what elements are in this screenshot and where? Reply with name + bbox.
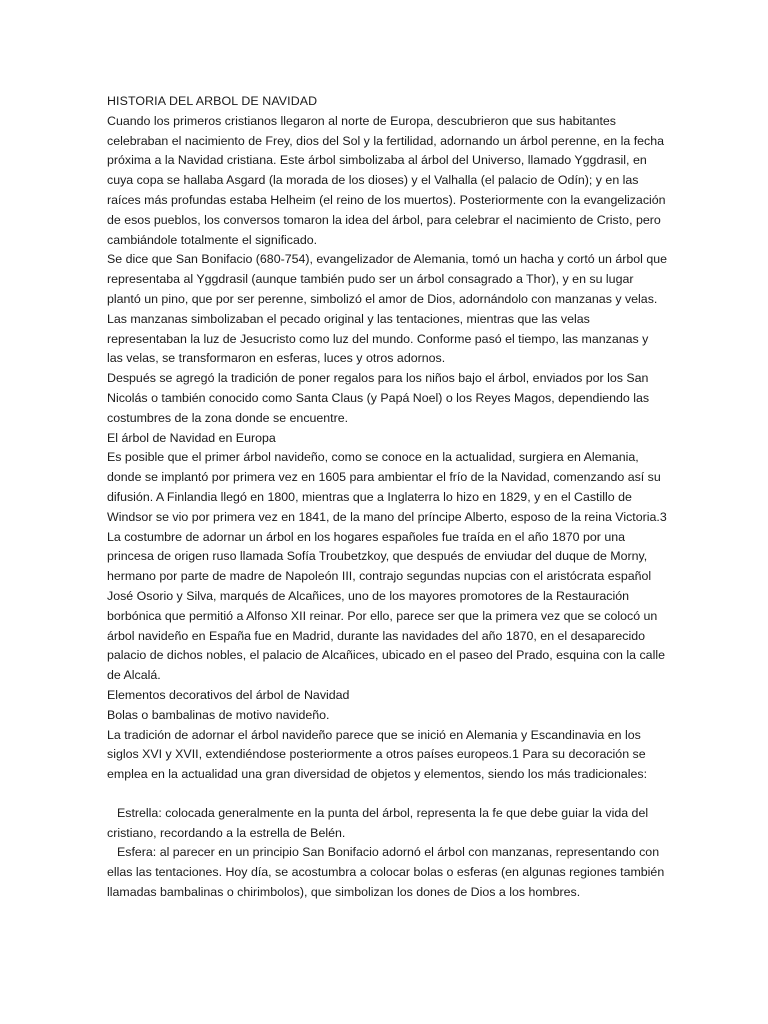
list-item-estrella: Estrella: colocada generalmente en la punta del árbol, representa la fe que debe guiar la vida del cristiano, recordando a la estrella de Belén. bbox=[107, 805, 649, 840]
heading-elementos: Elementos decorativos del árbol de Navidad bbox=[107, 687, 350, 702]
paragraph-tradicion: La tradición de adornar el árbol navideño parece que se inició en Alemania y Escandinavia en los siglos XVI y XVII, extendiéndose posteriormente a otros países europeos.1 Para su decoración se emplea en la actualidad una gran diversidad de objetos y elementos, siendo los más tradicionales: bbox=[107, 727, 648, 782]
heading-bolas: Bolas o bambalinas de motivo navideño. bbox=[107, 707, 330, 722]
paragraph-espana: La costumbre de adornar un árbol en los hogares españoles fue traída en el año 1870 por una princesa de origen ruso llamada Sofía Troubetzkoy, que después de enviudar del duque de Morny, hermano por parte de madre de Napoleón III, contrajo segundas nupcias con el aristócrata español José Osorio y Silva, marqués de Alcañices, uno de los mayores promotores de la Restauración borbónica que permitió a Alfonso XII reinar. Por ello, parece ser que la primera vez que se colocó un árbol navideño en España fue en Madrid, durante las navidades del año 1870, en el desaparecido palacio de dichos nobles, el palacio de Alcañices, ubicado en el paseo del Prado, esquina con la calle de Alcalá. bbox=[107, 529, 665, 683]
blank-line bbox=[107, 785, 667, 804]
heading-europa: El árbol de Navidad en Europa bbox=[107, 430, 276, 445]
paragraph-europa: Es posible que el primer árbol navideño, como se conoce en la actualidad, surgiera en Alemania, donde se implantó por primera vez en 1605 para ambientar el frío de la Navidad, comenzando así su difusión. A Finlandia llegó en 1800, mientras que a Inglaterra lo hizo en 1829, y en el Castillo de Windsor se vio por primera vez en 1841, de la mano del príncipe Alberto, esposo de la reina Victoria.3 bbox=[107, 450, 667, 524]
paragraph-origin: Cuando los primeros cristianos llegaron al norte de Europa, descubrieron que sus habitantes celebraban el nacimiento de Frey, dios del Sol y la fertilidad, adornando un árbol perenne, en la fecha próxima a la Navidad cristiana. Este árbol simbolizaba al árbol del Universo, llamado Yggdrasil, en cuya copa se hallaba Asgard (la morada de los dioses) y el Valhalla (el palacio de Odín); y en las raíces más profundas estaba Helheim (el reino de los muertos). Posteriormente con la evangelización de esos pueblos, los conversos tomaron la idea del árbol, para celebrar el nacimiento de Cristo, pero cambiándole totalmente el significado. bbox=[107, 113, 666, 247]
document-title: HISTORIA DEL ARBOL DE NAVIDAD bbox=[107, 94, 318, 108]
paragraph-san-bonifacio: Se dice que San Bonifacio (680-754), evangelizador de Alemania, tomó un hacha y cortó un árbol que representaba al Yggdrasil (aunque también pudo ser un árbol consagrado a Thor), y en su lugar plantó un pino, que por ser perenne, simbolizó el amor de Dios, adornándolo con manzanas y velas. Las manzanas simbolizaban el pecado original y las tentaciones, mientras que las velas representaban la luz de Jesucristo como luz del mundo. Conforme pasó el tiempo, las manzanas y las velas, se transformaron en esferas, luces y otros adornos. bbox=[107, 252, 668, 366]
document-body bbox=[107, 92, 667, 903]
paragraph-regalos: Después se agregó la tradición de poner regalos para los niños bajo el árbol, enviados por los San Nicolás o también conocido como Santa Claus (y Papá Noel) o los Reyes Magos, dependiendo las costumbres de la zona donde se encuentre. bbox=[107, 371, 650, 425]
list-item-esfera: Esfera: al parecer en un principio San Bonifacio adornó el árbol con manzanas, representando con ellas las tentaciones. Hoy día, se acostumbra a colocar bolas o esferas (en algunas regiones también llamadas bambalinas o chirimbolos), que simbolizan los dones de Dios a los hombres. bbox=[107, 845, 665, 900]
